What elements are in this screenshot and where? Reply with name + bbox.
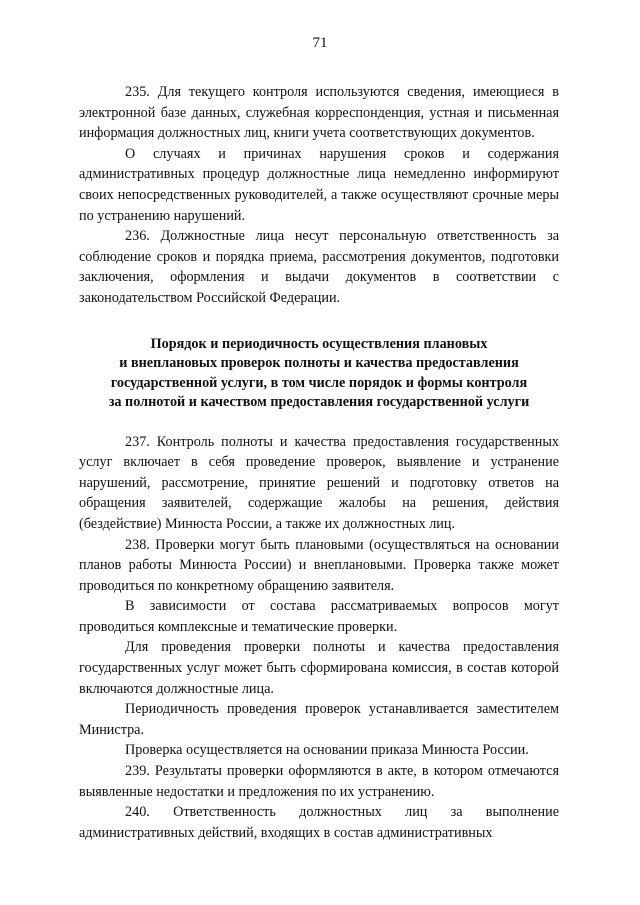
paragraph-periodicity: Периодичность проведения проверок устанавливается заместителем Министра.: [79, 701, 559, 738]
paragraph-order-basis: Проверка осуществляется на основании приказа Минюста России.: [125, 742, 529, 759]
paragraph-checks-types: В зависимости от состава рассматриваемых вопросов могут проводиться комплексные и тематические проверки.: [79, 598, 559, 635]
paragraph-238: 238. Проверки могут быть плановыми (осуществляться на основании планов работы Минюста России) и внеплановыми. Проверка также может проводиться по конкретному обращению заявителя.: [79, 536, 559, 594]
paragraph-236: 236. Должностные лица несут персональную ответственность за соблюдение сроков и порядка приема, рассмотрения документов, подготовки заключения, оформления и выдачи документов в соответствии с законодательством Российской Федерации.: [79, 228, 559, 306]
heading-line: и внеплановых проверок полноты и качества предоставления: [119, 355, 519, 372]
document-body: [79, 82, 559, 843]
heading-line: Порядок и периодичность осуществления плановых: [150, 335, 488, 352]
heading-line: за полнотой и качеством предоставления государственной услуги: [108, 394, 530, 411]
paragraph-239: 239. Результаты проверки оформляются в акте, в котором отмечаются выявленные недостатки и предложения по их устранению.: [79, 763, 559, 800]
paragraph-240: 240. Ответственность должностных лиц за выполнение административных действий, входящих в состав административных: [79, 804, 559, 841]
paragraph-commission: Для проведения проверки полноты и качества предоставления государственных услуг может быть сформирована комиссия, в состав которой включаются должностные лица.: [79, 639, 559, 697]
paragraph-235: 235. Для текущего контроля используются сведения, имеющиеся в электронной базе данных, служебная корреспонденция, устная и письменная информация должностных лиц, книги учета соответствующих документов.: [79, 84, 559, 142]
section-heading: [79, 335, 559, 413]
paragraph-237: 237. Контроль полноты и качества предоставления государственных услуг включает в себя проведение проверок, выявление и устранение нарушений, рассмотрение, принятие решений и подготовку ответов на обращения заявителей, содержащие жалобы на решения, действия (бездействие) Минюста России, а также их должностных лиц.: [79, 433, 559, 532]
paragraph-violations: О случаях и причинах нарушения сроков и содержания административных процедур должностные лица немедленно информируют своих непосредственных руководителей, а также осуществляют срочные меры по устранению нарушений.: [79, 145, 559, 224]
page-number: 71: [312, 35, 328, 51]
heading-line: государственной услуги, в том числе порядок и формы контроля: [110, 374, 528, 391]
